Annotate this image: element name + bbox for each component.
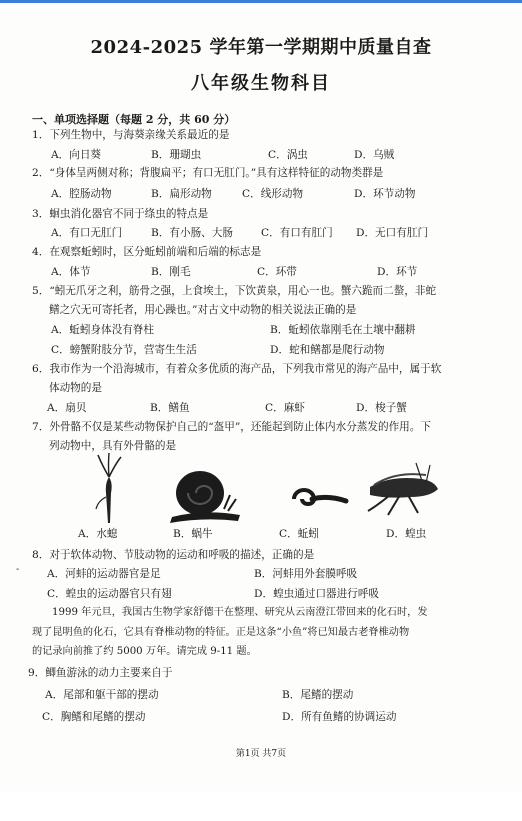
question-7-option-a: A．水螅 — [78, 528, 118, 540]
section-heading: 一、单项选择题（每题 2 分，共 60 分） — [32, 113, 236, 126]
hydra-picture — [88, 453, 128, 525]
question-5-stem: 5．“蚓无爪牙之利，筋骨之强，上食埃土，下饮黄泉，用心一也。蟹六跪而二螯，非蛇 — [32, 285, 437, 297]
question-6-stem-continued: 体动物的是 — [49, 382, 102, 394]
question-2-option-c: C．线形动物 — [242, 188, 304, 200]
margin-mark: - — [16, 564, 20, 575]
viewer-bottom-area — [0, 791, 522, 821]
question-4-option-a: A．体节 — [51, 266, 91, 278]
earthworm-picture — [284, 479, 350, 515]
exam-page — [0, 3, 522, 791]
question-5-option-a: A．蚯蚓身体没有脊柱 — [51, 324, 154, 336]
question-1-stem: 1．下列生物中，与海葵亲缘关系最近的是 — [32, 129, 230, 141]
exam-subtitle: 八年级生物科目 — [191, 73, 331, 94]
question-1-option-d: D．乌贼 — [354, 149, 395, 161]
question-2-option-b: B．扁形动物 — [151, 188, 212, 200]
question-8-option-d: D．蝗虫通过口器进行呼吸 — [254, 588, 380, 600]
question-3-option-a: A．有口无肛门 — [51, 227, 123, 239]
exam-title: 2024-2025 学年第一学期期中质量自查 — [90, 37, 432, 58]
question-6-option-b: B．鳝鱼 — [150, 402, 190, 414]
locust-picture — [360, 461, 444, 519]
question-7-option-c: C．蚯蚓 — [279, 528, 319, 540]
question-3-option-d: D．无口有肛门 — [356, 227, 429, 239]
question-4-option-d: D．环节 — [377, 266, 418, 278]
question-3-option-b: B．有小肠、大肠 — [151, 227, 233, 239]
passage-line-3: 的记录向前推了约 5000 万年。请完成 9-11 题。 — [32, 646, 257, 657]
question-5-option-d: D．蛇和鳝都是爬行动物 — [270, 344, 385, 356]
question-6-option-c: C．麻虾 — [265, 402, 305, 414]
question-4-stem: 4．在观察蚯蚓时，区分蚯蚓前端和后端的标志是 — [32, 246, 262, 258]
question-7-option-b: B．蜗牛 — [173, 528, 213, 540]
question-8-option-c: C．蝗虫的运动器官只有翅 — [47, 588, 172, 600]
question-6-option-d: D．梭子蟹 — [356, 402, 407, 414]
question-5-stem-continued: 鳝之穴无可寄托者，用心躁也。”对古文中动物的相关说法正确的是 — [49, 304, 357, 316]
question-7-stem-continued: 列动物中，具有外骨骼的是 — [49, 440, 177, 452]
question-9-option-a: A．尾部和躯干部的摆动 — [45, 689, 159, 701]
question-8-option-b: B．河蚌用外套膜呼吸 — [254, 568, 358, 580]
snail-picture — [164, 465, 244, 523]
question-2-option-d: D．环节动物 — [354, 188, 416, 200]
question-9-option-d: D．所有鱼鳍的协调运动 — [282, 711, 397, 723]
question-3-stem: 3．蛔虫消化器官不同于绦虫的特点是 — [32, 208, 209, 220]
question-9-option-c: C．胸鳍和尾鳍的摆动 — [42, 711, 146, 723]
question-8-stem: 8．对于软体动物、节肢动物的运动和呼吸的描述，正确的是 — [32, 549, 315, 561]
passage-line-2: 现了昆明鱼的化石，它具有脊椎动物的特征。正是这条“小鱼”将已知最古老脊椎动物 — [32, 627, 410, 638]
question-9-option-b: B．尾鳍的摆动 — [282, 689, 354, 701]
question-1-option-b: B．珊瑚虫 — [151, 149, 202, 161]
passage-line-1: 1999 年元旦，我国古生物学家舒德干在整理、研究从云南澄江带回来的化石时，发 — [52, 607, 428, 618]
question-8-option-a: A．河蚌的运动器官是足 — [47, 568, 161, 580]
page-footer: 第1页 共7页 — [235, 749, 287, 759]
question-3-option-c: C．有口有肛门 — [261, 227, 333, 239]
question-1-option-a: A．向日葵 — [51, 149, 102, 161]
question-2-option-a: A．腔肠动物 — [51, 188, 112, 200]
question-4-option-b: B．刚毛 — [151, 266, 191, 278]
question-5-option-b: B．蚯蚓依靠刚毛在土壤中翻耕 — [270, 324, 416, 336]
question-4-option-c: C．环带 — [257, 266, 297, 278]
question-6-stem: 6．我市作为一个沿海城市，有着众多优质的海产品，下列我市常见的海产品中，属于软 — [32, 363, 442, 375]
question-7-stem: 7．外骨骼不仅是某些动物保护自己的“盔甲”，还能起到防止体内水分蒸发的作用。下 — [32, 421, 431, 433]
question-6-option-a: A．扇贝 — [47, 402, 87, 414]
question-7-option-d: D．蝗虫 — [386, 528, 427, 540]
question-5-option-c: C．螃蟹附肢分节，营寄生生活 — [51, 344, 197, 356]
question-2-stem: 2．“身体呈两侧对称；背腹扁平；有口无肛门。”具有这样特征的动物类群是 — [32, 167, 384, 179]
question-9-stem: 9．鲫鱼游泳的动力主要来自于 — [28, 667, 173, 679]
question-1-option-c: C．涡虫 — [268, 149, 308, 161]
